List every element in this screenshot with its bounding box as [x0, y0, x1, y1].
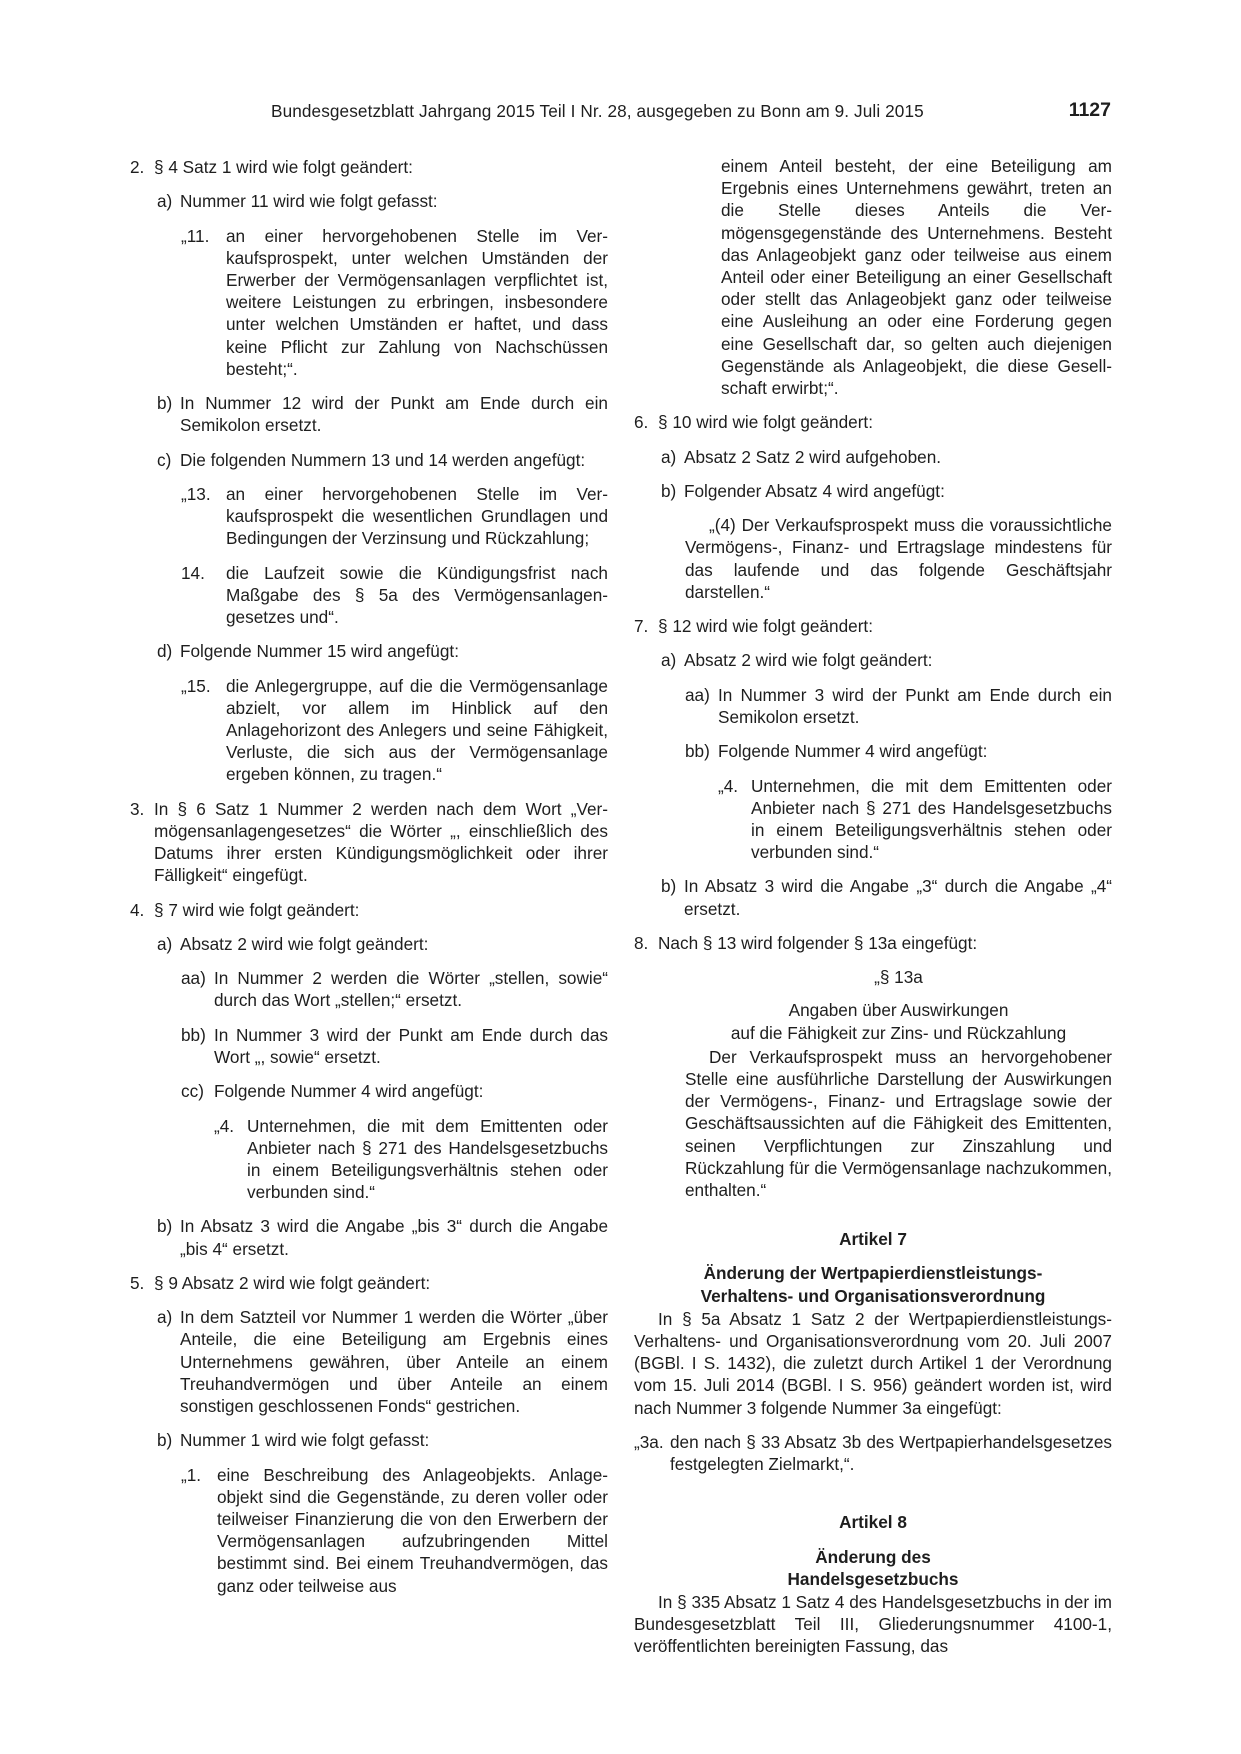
list-item-3	[130, 798, 608, 887]
list-item-6b	[634, 480, 1112, 502]
list-item-4b	[130, 1215, 608, 1259]
list-item-5	[130, 1272, 608, 1294]
list-item-6	[634, 411, 1112, 433]
right-column	[634, 156, 1112, 1658]
item-number: b)	[661, 480, 677, 501]
section-title-line-1: Angaben über Auswirkungen	[788, 1000, 1009, 1021]
item-text: Nummer 11 wird wie folgt gefasst:	[180, 191, 438, 212]
item-text: Absatz 2 Satz 2 wird aufgehoben.	[684, 446, 942, 467]
list-item-5a	[130, 1306, 608, 1417]
section-body: Der Verkaufsprospekt muss an hervorgehobener Stelle eine ausführliche Darstellung der Auswirkungen der Vermögens-, Finanz- und Ertragslage sowie der Geschäftsaussichten auf die Fähigkeit des Emittenten, seinen Verpflichtungen zur Zinszahlung und Rückzahlung für die Vermögensanlage nachzukommen, enthalten.“	[685, 1046, 1112, 1201]
article-8-body: In § 335 Absatz 1 Satz 4 des Handelsgesetzbuchs in der im Bundesgesetzblatt Teil III, Gliederungsnummer 4100-1, veröffentlichten bereinigten Fassung, das	[634, 1591, 1112, 1657]
section-title-line-2: auf die Fähigkeit zur Zins- und Rückzahlung	[730, 1022, 1067, 1043]
list-item-7b	[634, 875, 1112, 919]
running-title: Bundesgesetzblatt Jahrgang 2015 Teil I Nr. 28, ausgegeben zu Bonn am 9. Juli 2015	[271, 101, 924, 121]
list-item-4cc	[130, 1080, 608, 1102]
item-number: „1.	[181, 1464, 202, 1485]
item-number: c)	[157, 449, 172, 470]
quote-item-11	[130, 225, 608, 380]
item-text: eine Beschreibung des Anlageobjekts. Anlageobjekt sind die Gegenstände, zu deren voller oder teilweiser Finanzierung die von den Erwerbern der Vermögensanlagen aufzubringenden Mittel bestimmt sind. Bei einem Treuhandvermögen, das ganz oder teilweise aus	[217, 1464, 608, 1596]
item-text: § 4 Satz 1 wird wie folgt geändert:	[154, 157, 413, 177]
item-number: a)	[157, 191, 173, 212]
item-number: b)	[157, 393, 173, 414]
article-7-body: In § 5a Absatz 1 Satz 2 der Wertpapierdienstleistungs-Verhaltens- und Organisationsverordnung vom 20. Juli 2007 (BGBl. I S. 1432), die zuletzt durch Artikel 1 der Verordnung vom 15. Juli 2014 (BGBl. I S. 956) geändert worden ist, wird nach Nummer 3 folgende Nummer 3a eingefügt:	[634, 1308, 1112, 1418]
item-text: Unternehmen, die mit dem Emittenten oder Anbieter nach § 271 des Handelsgesetzbuchs in einem Beteiligungsverhältnis stehen oder verbunden sind.“	[247, 1115, 608, 1203]
list-item-8	[634, 932, 1112, 954]
item-number: 8.	[634, 932, 649, 953]
article-8-title-line-1: Änderung des	[815, 1546, 931, 1567]
item-text: § 7 wird wie folgt geändert:	[154, 899, 360, 920]
continued-paragraph: einem Anteil besteht, der eine Beteiligung am Ergebnis eines Unternehmens gewährt, treten an die Stelle dieses Anteils die Vermögensgegenstände des Unternehmens. Besteht das Anlageobjekt ganz oder teilweise aus einem Anteil oder einer Beteiligung an einer Gesellschaft oder stellt das Anlageobjekt ganz oder teilweise eine Ausleihung an oder eine Forderung gegen eine Gesellschaft dar, so gelten auch diejenigen Gegenstände als Anlageobjekt, die diese Gesellschaft erwirbt;“.	[721, 156, 1112, 399]
item-text: die Anlegergruppe, auf die die Vermögensanlage abzielt, vor allem im Hinblick auf den Anlagehorizont des Anlegers und seine Fähigkeit, Verluste, die sich aus der Vermögensanlage ergeben können, zu tragen.“	[226, 675, 608, 785]
item-number: a)	[661, 446, 677, 467]
item-text: In Nummer 3 wird der Punkt am Ende durch das Wort „, sowie“ ersetzt.	[214, 1024, 608, 1067]
item-text: In Nummer 12 wird der Punkt am Ende durch ein Semikolon ersetzt.	[180, 393, 608, 436]
item-number: 14.	[181, 562, 205, 583]
quote-item-14	[130, 562, 608, 629]
list-item-2c	[130, 449, 608, 471]
section-heading: „§ 13a	[874, 967, 923, 988]
item-text: an einer hervorgehobenen Stelle im Verkaufsprospekt, unter welchen Umständen der Erwerber der Vermögensanlagen verpflichtet ist, weitere Leistungen zu erbringen, insbesondere unter welchen Umständen er haftet, und dass keine Pflicht zur Zahlung von Nachschüssen besteht;“.	[226, 225, 608, 379]
item-number: aa)	[685, 684, 710, 705]
item-text: In Absatz 3 wird die Angabe „3“ durch die Angabe „4“ ersetzt.	[684, 876, 1112, 919]
item-text: Folgende Nummer 15 wird angefügt:	[180, 641, 459, 662]
article-8-title-line-2: Handelsgesetzbuchs	[787, 1568, 959, 1589]
quoted-paragraph-4: „(4) Der Verkaufsprospekt muss die voraussichtliche Vermögens-, Finanz- und Ertragslage mindestens für das laufende und das folgende Geschäftsjahr darstellen.“	[685, 515, 1112, 602]
item-text: § 12 wird wie folgt geändert:	[658, 616, 873, 637]
quote-item-13	[130, 483, 608, 550]
item-number: b)	[661, 876, 677, 897]
item-text: Unternehmen, die mit dem Emittenten oder Anbieter nach § 271 des Handelsgesetzbuchs in einem Beteiligungsverhältnis stehen oder verbunden sind.“	[751, 775, 1112, 863]
item-number: bb)	[685, 741, 710, 762]
item-text: In Nummer 2 werden die Wörter „stellen, sowie“ durch das Wort „stellen;“ ersetzt.	[214, 968, 608, 1011]
item-number: 7.	[634, 616, 649, 637]
item-number: „4.	[214, 1115, 235, 1136]
item-text: In § 6 Satz 1 Nummer 2 werden nach dem Wort „Vermögensanlagengesetzes“ die Wörter „, einschließlich des Datums ihrer ersten Kündigungsmöglichkeit oder ihrer Fälligkeit“ eingefügt.	[154, 798, 608, 886]
item-number: d)	[157, 641, 173, 662]
item-number: 4.	[130, 899, 145, 920]
item-text: Folgender Absatz 4 wird angefügt:	[684, 480, 945, 501]
article-8-heading: Artikel 8	[839, 1512, 907, 1533]
item-text: § 9 Absatz 2 wird wie folgt geändert:	[154, 1272, 431, 1293]
item-text: Die folgenden Nummern 13 und 14 werden angefügt:	[180, 449, 586, 470]
item-text: § 10 wird wie folgt geändert:	[658, 412, 873, 433]
list-item-2b	[130, 392, 608, 436]
item-number: „13.	[181, 483, 211, 504]
item-text: Absatz 2 wird wie folgt geändert:	[684, 650, 933, 671]
item-number: a)	[157, 1307, 173, 1328]
item-text: Folgende Nummer 4 wird angefügt:	[214, 1081, 484, 1102]
list-item-6a	[634, 446, 1112, 468]
item-number: aa)	[181, 968, 206, 989]
left-column	[130, 156, 608, 1597]
quote-item-1	[130, 1464, 608, 1597]
section-13a	[634, 966, 1112, 1201]
item-number: cc)	[181, 1081, 204, 1102]
item-text: In Nummer 3 wird der Punkt am Ende durch ein Semikolon ersetzt.	[718, 684, 1112, 727]
item-number: a)	[157, 933, 173, 954]
item-number: b)	[157, 1216, 173, 1237]
item-number: „4.	[718, 775, 739, 796]
list-item-4bb	[130, 1024, 608, 1068]
item-number: „11.	[181, 225, 210, 246]
quote-item-4-right	[634, 775, 1112, 864]
item-number: 6.	[634, 412, 649, 433]
item-number: 5.	[130, 1272, 145, 1293]
item-text: an einer hervorgehobenen Stelle im Verkaufsprospekt die wesentlichen Grundlagen und Bedingungen der Verzinsung und Rückzahlung;	[226, 483, 608, 549]
item-number: b)	[157, 1430, 173, 1451]
list-item-7aa	[634, 684, 1112, 728]
list-item-7bb	[634, 740, 1112, 762]
item-number: bb)	[181, 1024, 206, 1045]
quote-item-3a	[634, 1431, 1112, 1475]
item-text: den nach § 33 Absatz 3b des Wertpapierhandelsgesetzes festgelegten Zielmarkt,“.	[670, 1431, 1112, 1475]
article-7-title-line-2: Verhaltens- und Organisationsverordnung	[700, 1285, 1046, 1306]
page-header	[271, 101, 1111, 125]
page-number: 1127	[1068, 99, 1111, 121]
item-text: In Absatz 3 wird die Angabe „bis 3“ durch die Angabe „bis 4“ ersetzt.	[180, 1216, 608, 1259]
quote-item-15	[130, 675, 608, 786]
item-text: In dem Satzteil vor Nummer 1 werden die Wörter „über Anteile, die eine Beteiligung am Ergebnis eines Unternehmens gewähren, über Anteile an einem Treuhandvermögen und über Anteile an einem sonstigen geschlossenen Fonds“ gestrichen.	[180, 1307, 608, 1417]
list-item-4	[130, 899, 608, 921]
item-number: „15.	[181, 675, 211, 696]
item-number: „3a.	[634, 1431, 664, 1452]
article-7-title-line-1: Änderung der Wertpapierdienstleistungs-	[703, 1263, 1043, 1284]
list-item-2	[130, 156, 608, 178]
list-item-2d	[130, 640, 608, 662]
quote-item-4	[130, 1115, 608, 1204]
list-item-7a	[634, 649, 1112, 671]
item-text: Nummer 1 wird wie folgt gefasst:	[180, 1430, 430, 1451]
item-text: Folgende Nummer 4 wird angefügt:	[718, 741, 988, 762]
list-item-5b	[130, 1429, 608, 1451]
item-number: a)	[661, 650, 677, 671]
item-text: Nach § 13 wird folgender § 13a eingefügt:	[658, 932, 978, 953]
list-item-4a	[130, 933, 608, 955]
list-item-7	[634, 615, 1112, 637]
item-number: 2.	[130, 157, 145, 177]
list-item-4aa	[130, 967, 608, 1011]
item-text: die Laufzeit sowie die Kündigungsfrist nach Maßgabe des § 5a des Vermögensanlagengesetzes und“.	[226, 562, 608, 628]
article-7-heading: Artikel 7	[839, 1229, 907, 1250]
item-text: Absatz 2 wird wie folgt geändert:	[180, 933, 429, 954]
list-item-2a	[130, 190, 608, 212]
item-number: 3.	[130, 798, 145, 819]
